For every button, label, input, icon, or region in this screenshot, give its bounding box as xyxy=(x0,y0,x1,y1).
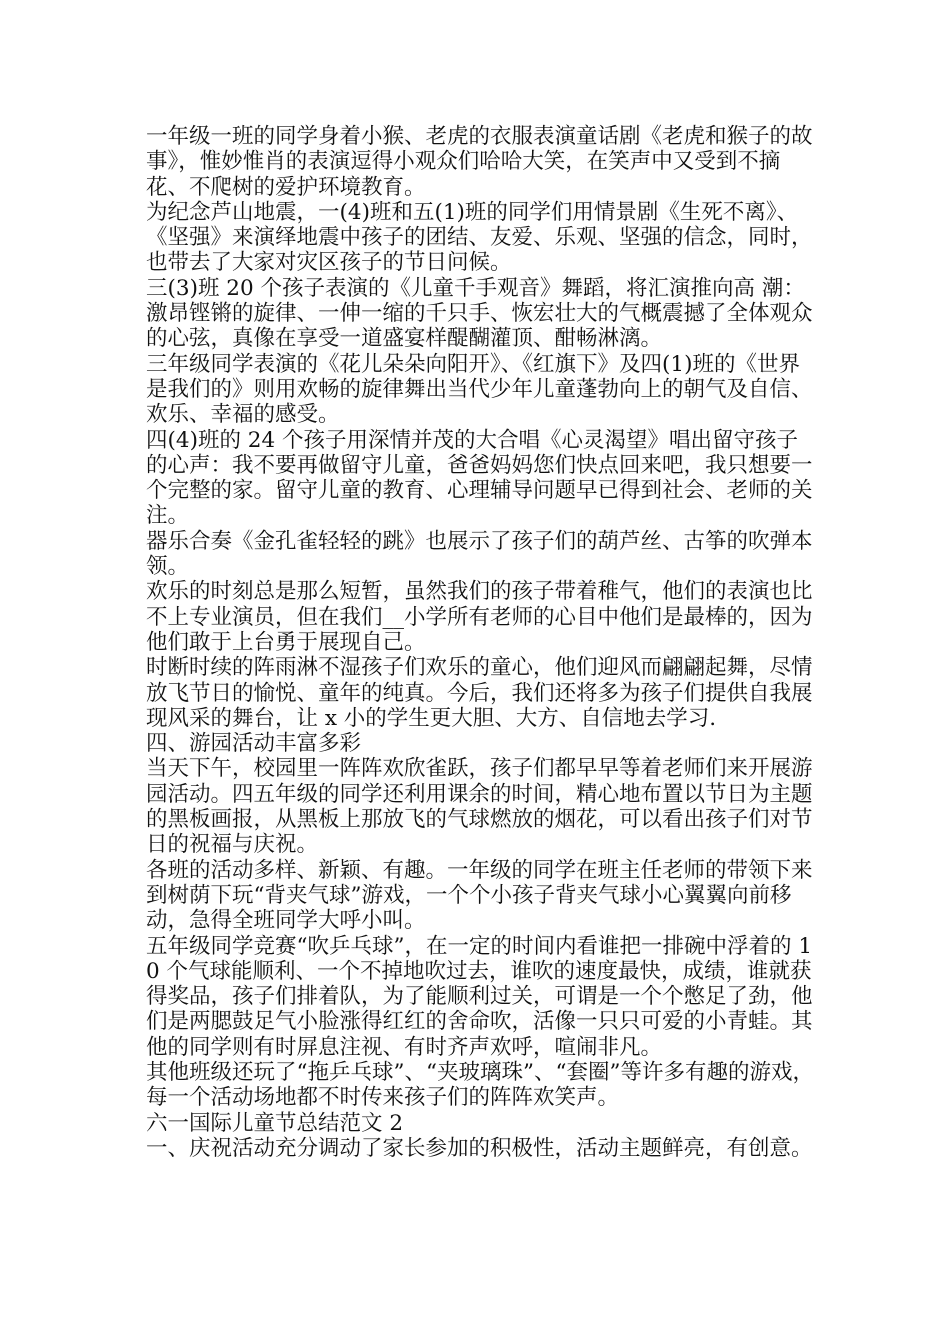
paragraph: 其他班级还玩了“拖乒乓球”、“夹玻璃珠”、“套圈”等许多有趣的游戏，每一个活动场地都不时传来孩子们的阵阵欢笑声。 xyxy=(146,1059,814,1111)
paragraph: 器乐合奏《金孔雀轻轻的跳》也展示了孩子们的葫芦丝、古筝的吹弹本领。 xyxy=(146,528,813,580)
paragraph: 一年级一班的同学身着小猴、老虎的衣服表演童话剧《老虎和猴子的故事》，惟妙惟肖的表演逗得小观众们哈哈大笑，在笑声中又受到不摘花、不爬树的爱护环境教育。 xyxy=(146,124,813,200)
paragraph: 时断时续的阵雨淋不湿孩子们欢乐的童心，他们迎风而翩翩起舞，尽情放飞节日的愉悦、童年的纯真。今后，我们还将多为孩子们提供自我展现风采的舞台，让 x 小的学生更大胆、大方、自信地去学习. xyxy=(146,655,813,731)
paragraph: 当天下午，校园里一阵阵欢欣雀跃，孩子们都早早等着老师们来开展游园活动。四五年级的同学还利用课余的时间，精心地布置以节日为主题的黑板画报，从黑板上那放飞的气球燃放的烟花，可以看出孩子们对节日的祝福与庆祝。 xyxy=(146,756,813,858)
paragraph: 为纪念芦山地震，一(4)班和五(1)班的同学们用情景剧《生死不离》、《坚强》来演绎地震中孩子的团结、友爱、乐观、坚强的信念，同时，也带去了大家对灾区孩子的节日问候。 xyxy=(146,199,813,276)
paragraph: 一、庆祝活动充分调动了家长参加的积极性，活动主题鲜亮，有创意。 xyxy=(146,1135,813,1161)
section-heading: 四、游园活动丰富多彩 xyxy=(146,731,362,757)
paragraph: 三年级同学表演的《花儿朵朵向阳开》、《红旗下》及四(1)班的《世界是我们的》则用欢畅的旋律舞出当代少年儿童蓬勃向上的朝气及自信、欢乐、幸福的感受。 xyxy=(146,351,813,428)
paragraph: 四(4)班的 24 个孩子用深情并茂的大合唱《心灵渴望》唱出留守孩子的心声：我不要再做留守儿童，爸爸妈妈您们快点回来吧，我只想要一个完整的家。留守儿童的教育、心理辅导问题早已得到社会、老师的关注。 xyxy=(146,427,813,529)
paragraph: 五年级同学竞赛“吹乒乓球”，在一定的时间内看谁把一排碗中浮着的 10 个气球能顺利、一个不掉地吹过去，谁吹的速度最快，成绩，谁就获得奖品，孩子们排着队，为了能顺利过关，可谓是一个个憋足了劲，他们是两腮鼓足气小脸涨得红红的舍命吹，活像一只只可爱的小青蛙。其他的同学则有时屏息注视、有时齐声欢呼，喧闹非凡。 xyxy=(146,933,813,1060)
document-title: 六一国际儿童节总结范文 2 xyxy=(146,1110,404,1136)
paragraph: 三(3)班 20 个孩子表演的《儿童千手观音》舞蹈，将汇演推向高 潮：激昂铿锵的旋律、一伸一缩的千只手、恢宏壮大的气概震撼了全体观众的心弦，真像在享受一道盛宴样醍醐灌顶、酣畅淋漓。 xyxy=(146,275,813,352)
document-page xyxy=(146,124,818,1161)
paragraph: 各班的活动多样、新颖、有趣。一年级的同学在班主任老师的带领下来到树荫下玩“背夹气球”游戏，一个个小孩子背夹气球小心翼翼向前移动，急得全班同学大呼小叫。 xyxy=(146,857,813,934)
paragraph: 欢乐的时刻总是那么短暂，虽然我们的孩子带着稚气，他们的表演也比不上专业演员，但在我们__小学所有老师的心目中他们是最棒的，因为他们敢于上台勇于展现自己。 xyxy=(146,579,813,655)
